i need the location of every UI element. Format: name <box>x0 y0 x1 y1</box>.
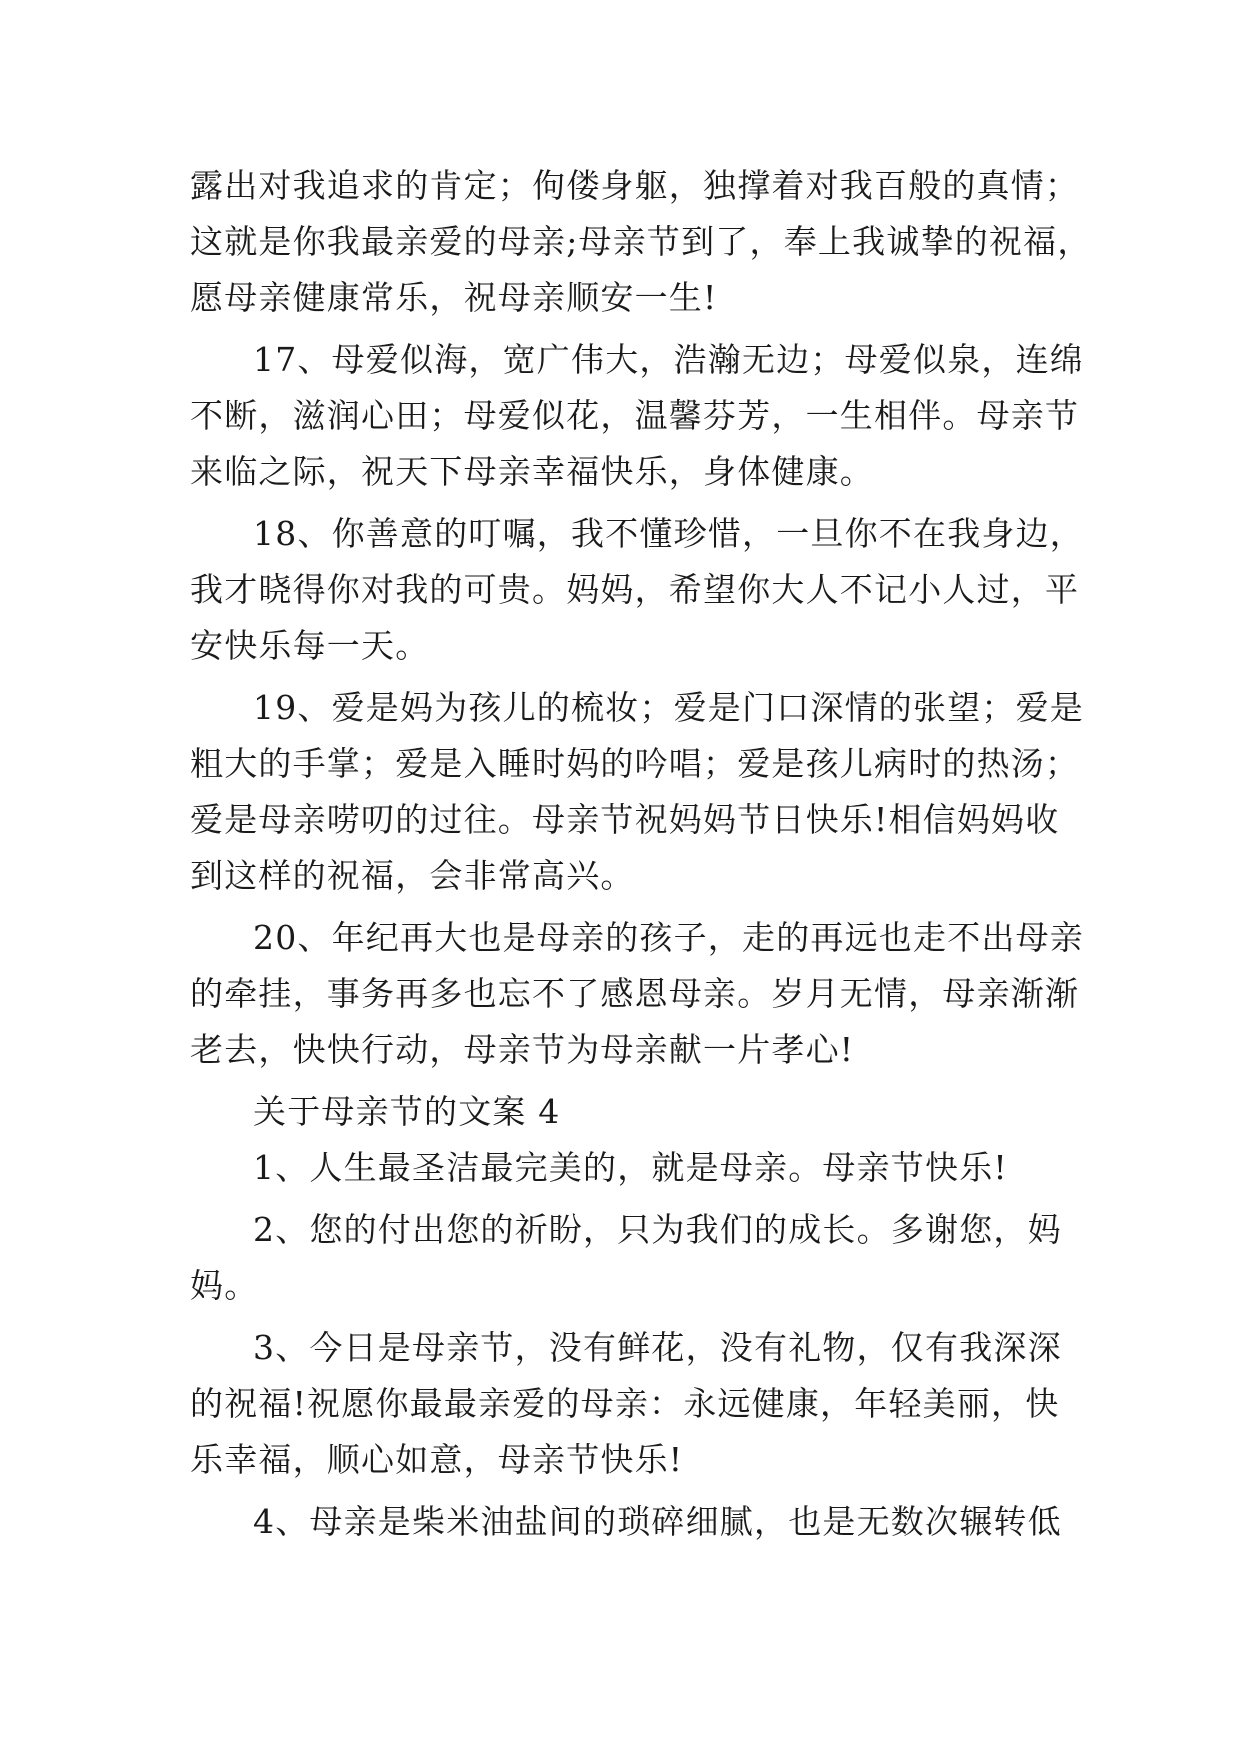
text-line: 来临之际，祝天下母亲幸福快乐，身体健康。 <box>190 452 874 491</box>
text-line: 我才晓得你对我的可贵。妈妈，希望你大人不记小人过，平 <box>190 570 1080 609</box>
paragraph-start-18: 18、你善意的叮嘱，我不懂珍惜，一旦你不在我身边， <box>253 514 1084 553</box>
paragraph-start-20: 20、年纪再大也是母亲的孩子，走的再远也走不出母亲 <box>253 918 1084 957</box>
paragraph-start-2: 2、您的付出您的祈盼，只为我们的成长。多谢您，妈 <box>253 1210 1062 1249</box>
text-line: 老去，快快行动，母亲节为母亲献一片孝心! <box>190 1030 855 1069</box>
text-line: 安快乐每一天。 <box>190 626 430 665</box>
text-line: 不断，滋润心田；母爱似花，温馨芬芳，一生相伴。母亲节 <box>190 396 1080 435</box>
text-line: 到这样的祝福，会非常高兴。 <box>190 856 635 895</box>
text-line: 的祝福!祝愿你最最亲爱的母亲：永远健康，年轻美丽，快 <box>190 1384 1060 1423</box>
text-line: 妈。 <box>190 1266 259 1305</box>
paragraph-start-17: 17、母爱似海，宽广伟大，浩瀚无边；母爱似泉，连绵 <box>253 340 1084 379</box>
paragraph-start-3: 3、今日是母亲节，没有鲜花，没有礼物，仅有我深深 <box>253 1328 1062 1367</box>
text-line: 粗大的手掌；爱是入睡时妈的吟唱；爱是孩儿病时的热汤； <box>190 744 1080 783</box>
text-line: 这就是你我最亲爱的母亲;母亲节到了，奉上我诚挚的祝福， <box>190 222 1092 261</box>
text-line: 的牵挂，事务再多也忘不了感恩母亲。岁月无情，母亲渐渐 <box>190 974 1080 1013</box>
text-line: 乐幸福，顺心如意，母亲节快乐! <box>190 1440 684 1479</box>
section-heading: 关于母亲节的文案 4 <box>253 1092 561 1131</box>
paragraph-start-4: 4、母亲是柴米油盐间的琐碎细腻，也是无数次辗转低 <box>253 1502 1062 1541</box>
paragraph-start-19: 19、爱是妈为孩儿的梳妆；爱是门口深情的张望；爱是 <box>253 688 1084 727</box>
text-line: 爱是母亲唠叨的过往。母亲节祝妈妈节日快乐!相信妈妈收 <box>190 800 1060 839</box>
paragraph-start-1: 1、人生最圣洁最完美的，就是母亲。母亲节快乐! <box>253 1148 1008 1187</box>
text-line: 露出对我追求的肯定；佝偻身躯，独撑着对我百般的真情； <box>190 166 1080 205</box>
text-line: 愿母亲健康常乐，祝母亲顺安一生! <box>190 278 718 317</box>
